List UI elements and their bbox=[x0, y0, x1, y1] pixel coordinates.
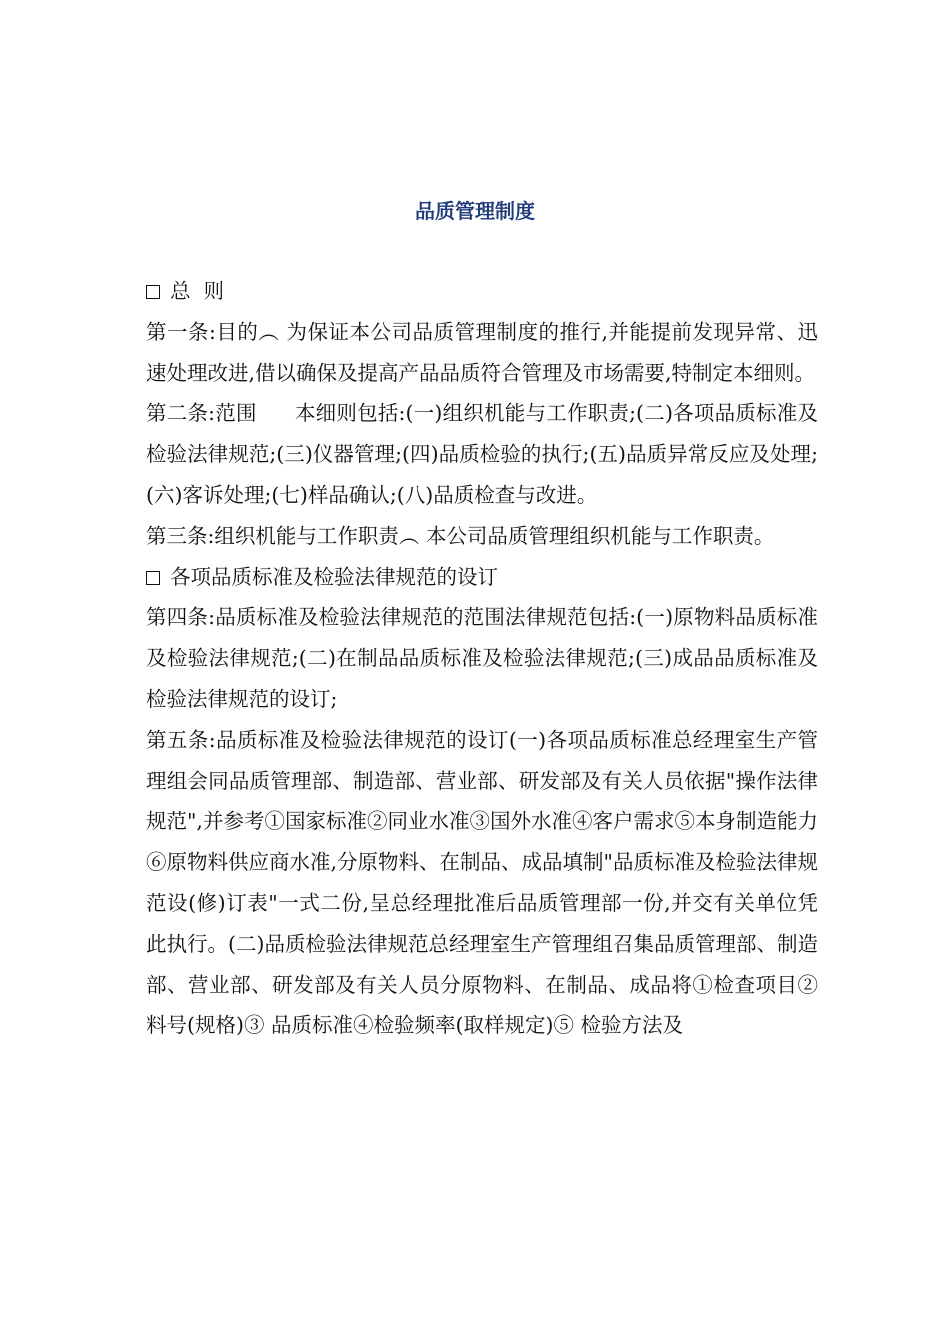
section-heading-text: 总 则 bbox=[170, 279, 225, 303]
article-text: 本细则包括:(一)组织机能与工作职责;(二)各项品质标准及检验法律规范;(三)仪器管理;(四)品质检验的执行;(五)品质异常反应及处理;(六)客诉处理;(七)样品确认;(八)品质检查与改进。 bbox=[146, 401, 818, 507]
document-body bbox=[146, 271, 818, 1046]
article-2 bbox=[146, 393, 818, 515]
article-label: 第五条: bbox=[146, 727, 216, 752]
article-3 bbox=[146, 516, 818, 557]
article-text: 为保证本公司品质管理制度的推行,并能提前发现异常、迅速处理改进,借以确保及提高产品品质符合管理及市场需要,特制定本细则。 bbox=[146, 319, 818, 385]
section-heading-standards bbox=[146, 557, 818, 598]
article-5 bbox=[146, 720, 818, 1046]
section-heading-general bbox=[146, 271, 818, 312]
article-label: 第三条:组织机能与工作职责︵ bbox=[146, 523, 420, 548]
article-label: 第四条: bbox=[146, 605, 216, 630]
article-label: 第一条:目的︵ bbox=[146, 319, 280, 344]
checkbox-square-icon bbox=[146, 285, 160, 299]
section-heading-text: 各项品质标准及检验法律规范的设订 bbox=[170, 564, 498, 589]
article-label: 第二条:范围 bbox=[146, 401, 257, 426]
checkbox-square-icon bbox=[146, 571, 160, 585]
article-4 bbox=[146, 597, 818, 719]
article-text: 品质标准及检验法律规范的范围法律规范包括:(一)原物料品质标准及检验法律规范;(二)在制品品质标准及检验法律规范;(三)成品品质标准及检验法律规范的设订; bbox=[146, 605, 818, 711]
article-text: 本公司品质管理组织机能与工作职责。 bbox=[425, 523, 775, 548]
article-text: 品质标准及检验法律规范的设订(一)各项品质标准总经理室生产管理组会同品质管理部、制造部、营业部、研发部及有关人员依据"操作法律规范",并参考①国家标准②同业水准③国外水准④客户需求⑤本身制造能力⑥原物料供应商水准,分原物料、在制品、成品填制"品质标准及检验法律规范设(修)订表"一式二份,呈总经理批准后品质管理部一份,并交有关单位凭此执行。(二)品质检验法律规范总经理室生产管理组召集品质管理部、制造部、营业部、研发部及有关人员分原物料、在制品、成品将①检查项目②料号(规格)③ 品质标准④检验频率(取样规定)⑤ 检验方法及 bbox=[146, 727, 818, 1038]
document-title: 品质管理制度 bbox=[415, 199, 535, 223]
article-1 bbox=[146, 312, 818, 394]
